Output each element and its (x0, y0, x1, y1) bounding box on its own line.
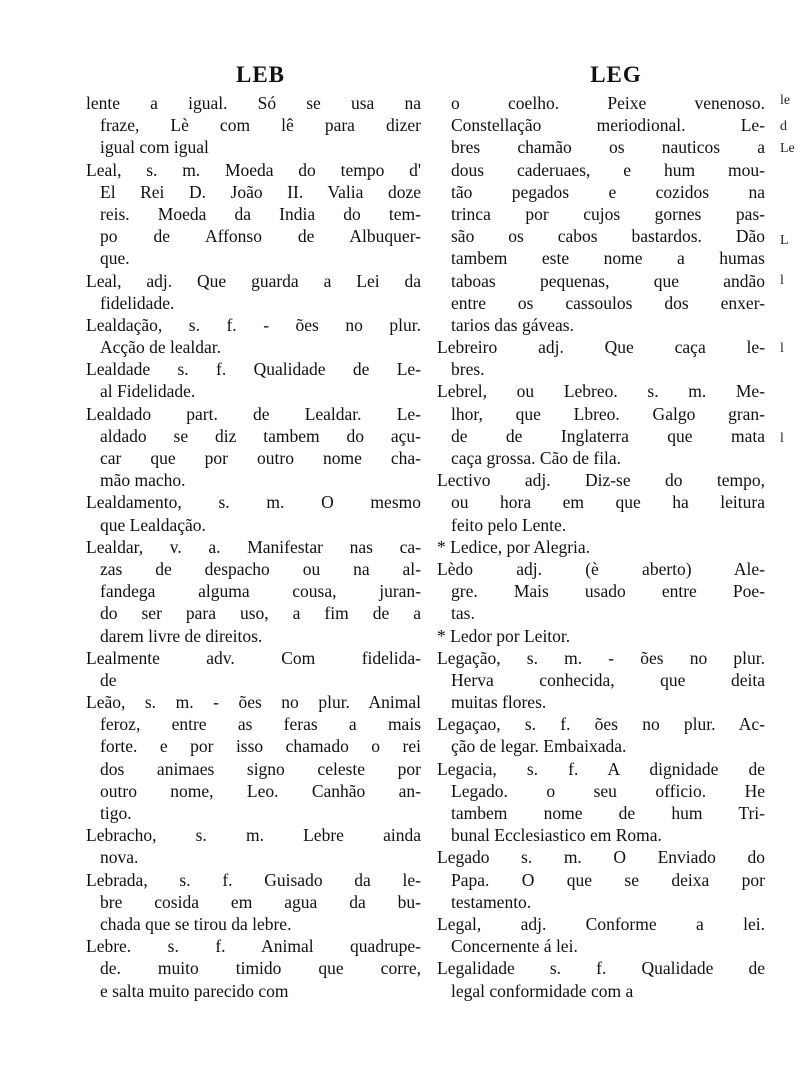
text-line: do ser para uso, a fim de a (100, 603, 421, 624)
text-line: tambem este nome a humas (451, 248, 765, 269)
text-line: Legaçao, s. f. ões no plur. Ac- (437, 714, 765, 735)
text-line: po de Affonso de Albuquer- (100, 226, 421, 247)
text-line: forte. e por isso chamado o rei (100, 736, 421, 757)
text-line: Acção de lealdar. (100, 337, 221, 358)
text-line: bre cosida em agua da bu- (100, 891, 421, 912)
text-line: fandega alguma cousa, juran- (100, 581, 421, 602)
left-column (86, 60, 421, 1002)
text-line: fraze, Lè com lê para dizer (100, 115, 421, 136)
text-line: que Lealdação. (100, 514, 206, 535)
text-line: tão pegados e cozidos na (451, 181, 765, 202)
text-line: taboas pequenas, que andão (451, 270, 765, 291)
text-line: zas de despacho ou na al- (100, 558, 421, 579)
text-line: Concernente á lei. (451, 936, 578, 957)
text-line: nova. (100, 847, 139, 868)
text-line: tas. (451, 603, 475, 624)
text-line: aldado se diz tambem do açu- (100, 425, 421, 446)
text-line: al Fidelidade. (100, 381, 196, 402)
text-line: ção de legar. Embaixada. (451, 736, 627, 757)
text-line: dous caderuaes, e hum mou- (451, 159, 765, 180)
text-line: * Ledice, por Alegria. (437, 536, 591, 557)
text-line: Legado. o seu officio. He (451, 780, 765, 801)
text-line: car que por outro nome cha- (100, 448, 421, 468)
text-line: Constellação meriodional. Le- (451, 115, 765, 136)
text-line: bres. (451, 359, 485, 380)
edge-glyph: L (780, 233, 789, 248)
text-line: entre os cassoulos dos enxer- (451, 292, 765, 313)
text-line: mão macho. (100, 470, 186, 491)
text-line: o coelho. Peixe venenoso. (451, 93, 765, 113)
text-line: de. muito timido que corre, (100, 958, 421, 979)
text-line: Papa. O que se deixa por (451, 869, 765, 890)
text-line: lente a igual. Só se usa na (86, 93, 421, 113)
text-line: feito pelo Lente. (451, 514, 567, 535)
text-line: Lealmente adv. Com fidelida- (86, 647, 421, 668)
text-line: ou hora em que ha leitura (451, 492, 765, 513)
text-line: trinca por cujos gornes pas- (451, 203, 765, 224)
edge-glyph: le (780, 93, 791, 108)
text-line: feroz, entre as feras a mais (100, 714, 421, 735)
text-line: Leal, s. m. Moeda do tempo d' (86, 159, 421, 180)
text-line: Lebre. s. f. Animal quadrupe- (86, 936, 421, 957)
text-line: Lectivo adj. Diz-se do tempo, (437, 470, 765, 491)
text-line: darem livre de direitos. (100, 625, 263, 646)
left-column-text (86, 92, 421, 1002)
text-line: Lealdamento, s. m. O mesmo (86, 492, 421, 513)
text-line: fidelidade. (100, 292, 175, 313)
text-line: El Rei D. João II. Valia doze (100, 181, 421, 202)
text-line: são os cabos bastardos. Dão (451, 226, 765, 247)
text-line: Legalidade s. f. Qualidade de (437, 958, 765, 979)
text-line: que. (100, 248, 130, 269)
text-line: igual com igual (100, 137, 209, 158)
text-line: tambem nome de hum Tri- (451, 803, 765, 823)
text-line: Legação, s. m. - ões no plur. (437, 647, 765, 668)
right-column-text (437, 92, 765, 1002)
text-line: outro nome, Leo. Canhão an- (100, 780, 421, 801)
text-line: bunal Ecclesiastico em Roma. (451, 825, 662, 846)
text-line: Lealdado part. de Lealdar. Le- (86, 403, 421, 424)
text-line: Legal, adj. Conforme a lei. (437, 913, 765, 934)
edge-glyph: l (780, 273, 784, 288)
right-column-header: LEG (590, 62, 642, 87)
text-line: de (100, 669, 117, 690)
left-column-header: LEB (235, 62, 286, 87)
text-line: e salta muito parecido com (100, 980, 289, 1001)
text-line: caça grossa. Cão de fila. (451, 448, 622, 468)
text-line: * Ledor por Leitor. (437, 625, 571, 646)
text-line: Lebrel, ou Lebreo. s. m. Me- (437, 381, 765, 402)
right-column (437, 60, 765, 1002)
text-line: legal conformidade com a (451, 980, 634, 1001)
text-line: Legado s. m. O Enviado do (437, 847, 765, 868)
edge-glyph: l (780, 341, 784, 356)
edge-glyph: l (780, 431, 784, 446)
edge-glyph: d (780, 119, 787, 134)
text-line: tarios das gáveas. (451, 314, 574, 335)
text-line: bres chamão os nauticos a (451, 137, 765, 158)
text-line: Legacia, s. f. A dignidade de (437, 758, 765, 779)
text-line: Lealdade s. f. Qualidade de Le- (86, 359, 421, 380)
text-line: testamento. (451, 891, 532, 912)
text-line: dos animaes signo celeste por (100, 758, 421, 779)
text-line: Lebracho, s. m. Lebre ainda (86, 825, 421, 846)
text-line: muitas flores. (451, 692, 547, 713)
text-line: Lealdar, v. a. Manifestar nas ca- (86, 536, 421, 557)
text-line: reis. Moeda da India do tem- (100, 203, 421, 224)
text-line: tigo. (100, 803, 132, 823)
text-line: de de Inglaterra que mata (451, 425, 765, 446)
text-line: Lealdação, s. f. - ões no plur. (86, 314, 421, 335)
text-line: Herva conhecida, que deita (451, 669, 765, 690)
text-line: Lèdo adj. (è aberto) Ale- (437, 558, 765, 579)
text-line: lhor, que Lbreo. Galgo gran- (451, 403, 765, 424)
text-line: Leão, s. m. - ões no plur. Animal (86, 692, 421, 713)
edge-glyph: Le (780, 141, 795, 156)
text-line: chada que se tirou da lebre. (100, 913, 292, 934)
text-line: Lebrada, s. f. Guisado da le- (86, 869, 421, 890)
text-line: gre. Mais usado entre Poe- (451, 581, 765, 602)
text-line: Lebreiro adj. Que caça le- (437, 337, 765, 358)
text-line: Leal, adj. Que guarda a Lei da (86, 270, 421, 291)
